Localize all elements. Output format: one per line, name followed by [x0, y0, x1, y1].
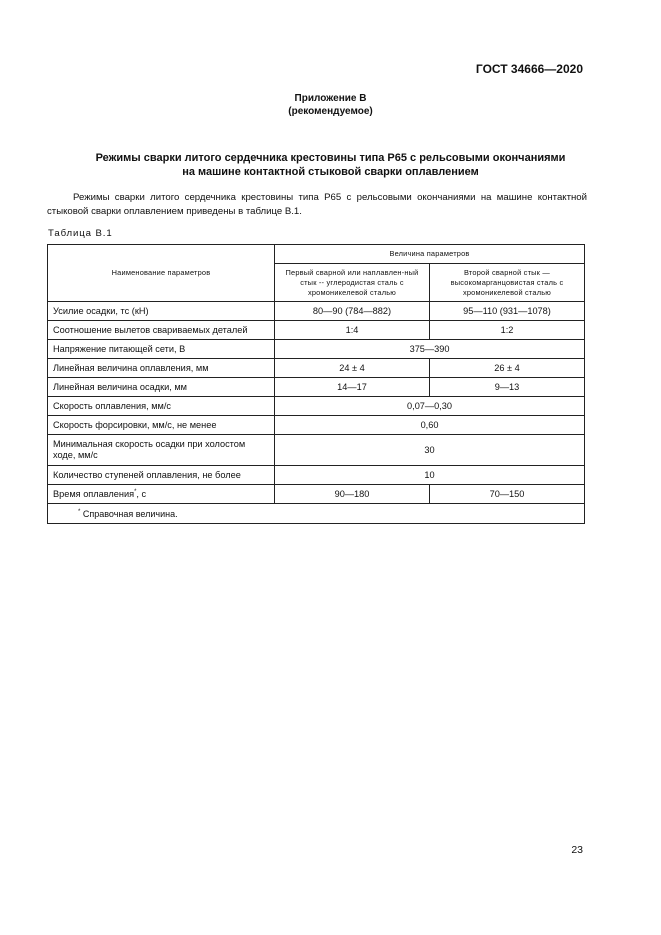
footnote-mark: *	[78, 508, 81, 515]
table-row	[48, 416, 585, 435]
param-name: Усилие осадки, тс (кН)	[48, 302, 275, 321]
heading-line-2: на машине контактной стыковой сварки оплавлением	[182, 165, 479, 178]
table-row	[48, 340, 585, 359]
table-row	[48, 485, 585, 504]
param-name: Линейная величина оплавления, мм	[48, 359, 275, 378]
document-code: ГОСТ 34666—2020	[475, 62, 583, 76]
appendix-status: (рекомендуемое)	[288, 106, 373, 117]
param-value-first: 1:4	[275, 321, 430, 340]
footnote	[48, 504, 585, 524]
param-name: Скорость форсировки, мм/с, не менее	[48, 416, 275, 435]
param-name: Количество ступеней оплавления, не более	[48, 466, 275, 485]
table-row	[48, 321, 585, 340]
footnote-reference: *	[134, 488, 137, 495]
column-header-names: Наименование параметров	[48, 245, 275, 302]
param-name: Линейная величина осадки, мм	[48, 378, 275, 397]
param-name: Напряжение питающей сети, В	[48, 340, 275, 359]
param-value-first: 90—180	[275, 485, 430, 504]
param-value-second: 26 ± 4	[430, 359, 585, 378]
table-row	[48, 466, 585, 485]
param-name: Минимальная скорость осадки при холостом ходе, мм/с	[48, 435, 275, 466]
param-value-common: 0,07—0,30	[275, 397, 585, 416]
param-value-second: 70—150	[430, 485, 585, 504]
table-row	[48, 359, 585, 378]
param-value-common: 10	[275, 466, 585, 485]
intro-paragraph: Режимы сварки литого сердечника крестовины типа Р65 с рельсовыми окончаниями на машине контактной стыковой сварки оплавлением приведены в таблице В.1.	[47, 192, 587, 217]
footnote-text: Справочная величина.	[80, 508, 178, 519]
param-value-first: 14—17	[275, 378, 430, 397]
table-row	[48, 397, 585, 416]
param-value-common: 375—390	[275, 340, 585, 359]
appendix-label: Приложение В	[294, 93, 367, 104]
section-heading	[0, 152, 661, 179]
param-name-unit: , с	[136, 489, 147, 500]
heading-line-1: Режимы сварки литого сердечника крестовины типа Р65 с рельсовыми окончаниями	[95, 152, 566, 164]
param-value-second: 9—13	[430, 378, 585, 397]
param-value-common: 0,60	[275, 416, 585, 435]
param-value-first: 80—90 (784—882)	[275, 302, 430, 321]
column-header-second-joint: Второй сварной стык — высокомарганцовистая сталь с хромоникелевой сталью	[430, 264, 585, 302]
page-number: 23	[571, 844, 583, 856]
appendix-title	[0, 92, 661, 118]
footnote-row	[48, 504, 585, 524]
table-caption: Таблица В.1	[48, 228, 113, 239]
table-row	[48, 302, 585, 321]
param-name	[48, 485, 275, 504]
param-value-first: 24 ± 4	[275, 359, 430, 378]
param-name: Соотношение вылетов свариваемых деталей	[48, 321, 275, 340]
column-header-first-joint: Первый сварной или наплавлен-ный стык -- углеродистая сталь с хромоникелевой сталью	[275, 264, 430, 302]
param-value-second: 95—110 (931—1078)	[430, 302, 585, 321]
param-name: Скорость оплавления, мм/с	[48, 397, 275, 416]
column-group-header: Величина параметров	[275, 245, 585, 264]
parameters-table	[47, 244, 585, 524]
table-row	[48, 378, 585, 397]
table-row	[48, 435, 585, 466]
param-value-common: 30	[275, 435, 585, 466]
param-value-second: 1:2	[430, 321, 585, 340]
param-name-text: Время оплавления	[53, 489, 135, 500]
